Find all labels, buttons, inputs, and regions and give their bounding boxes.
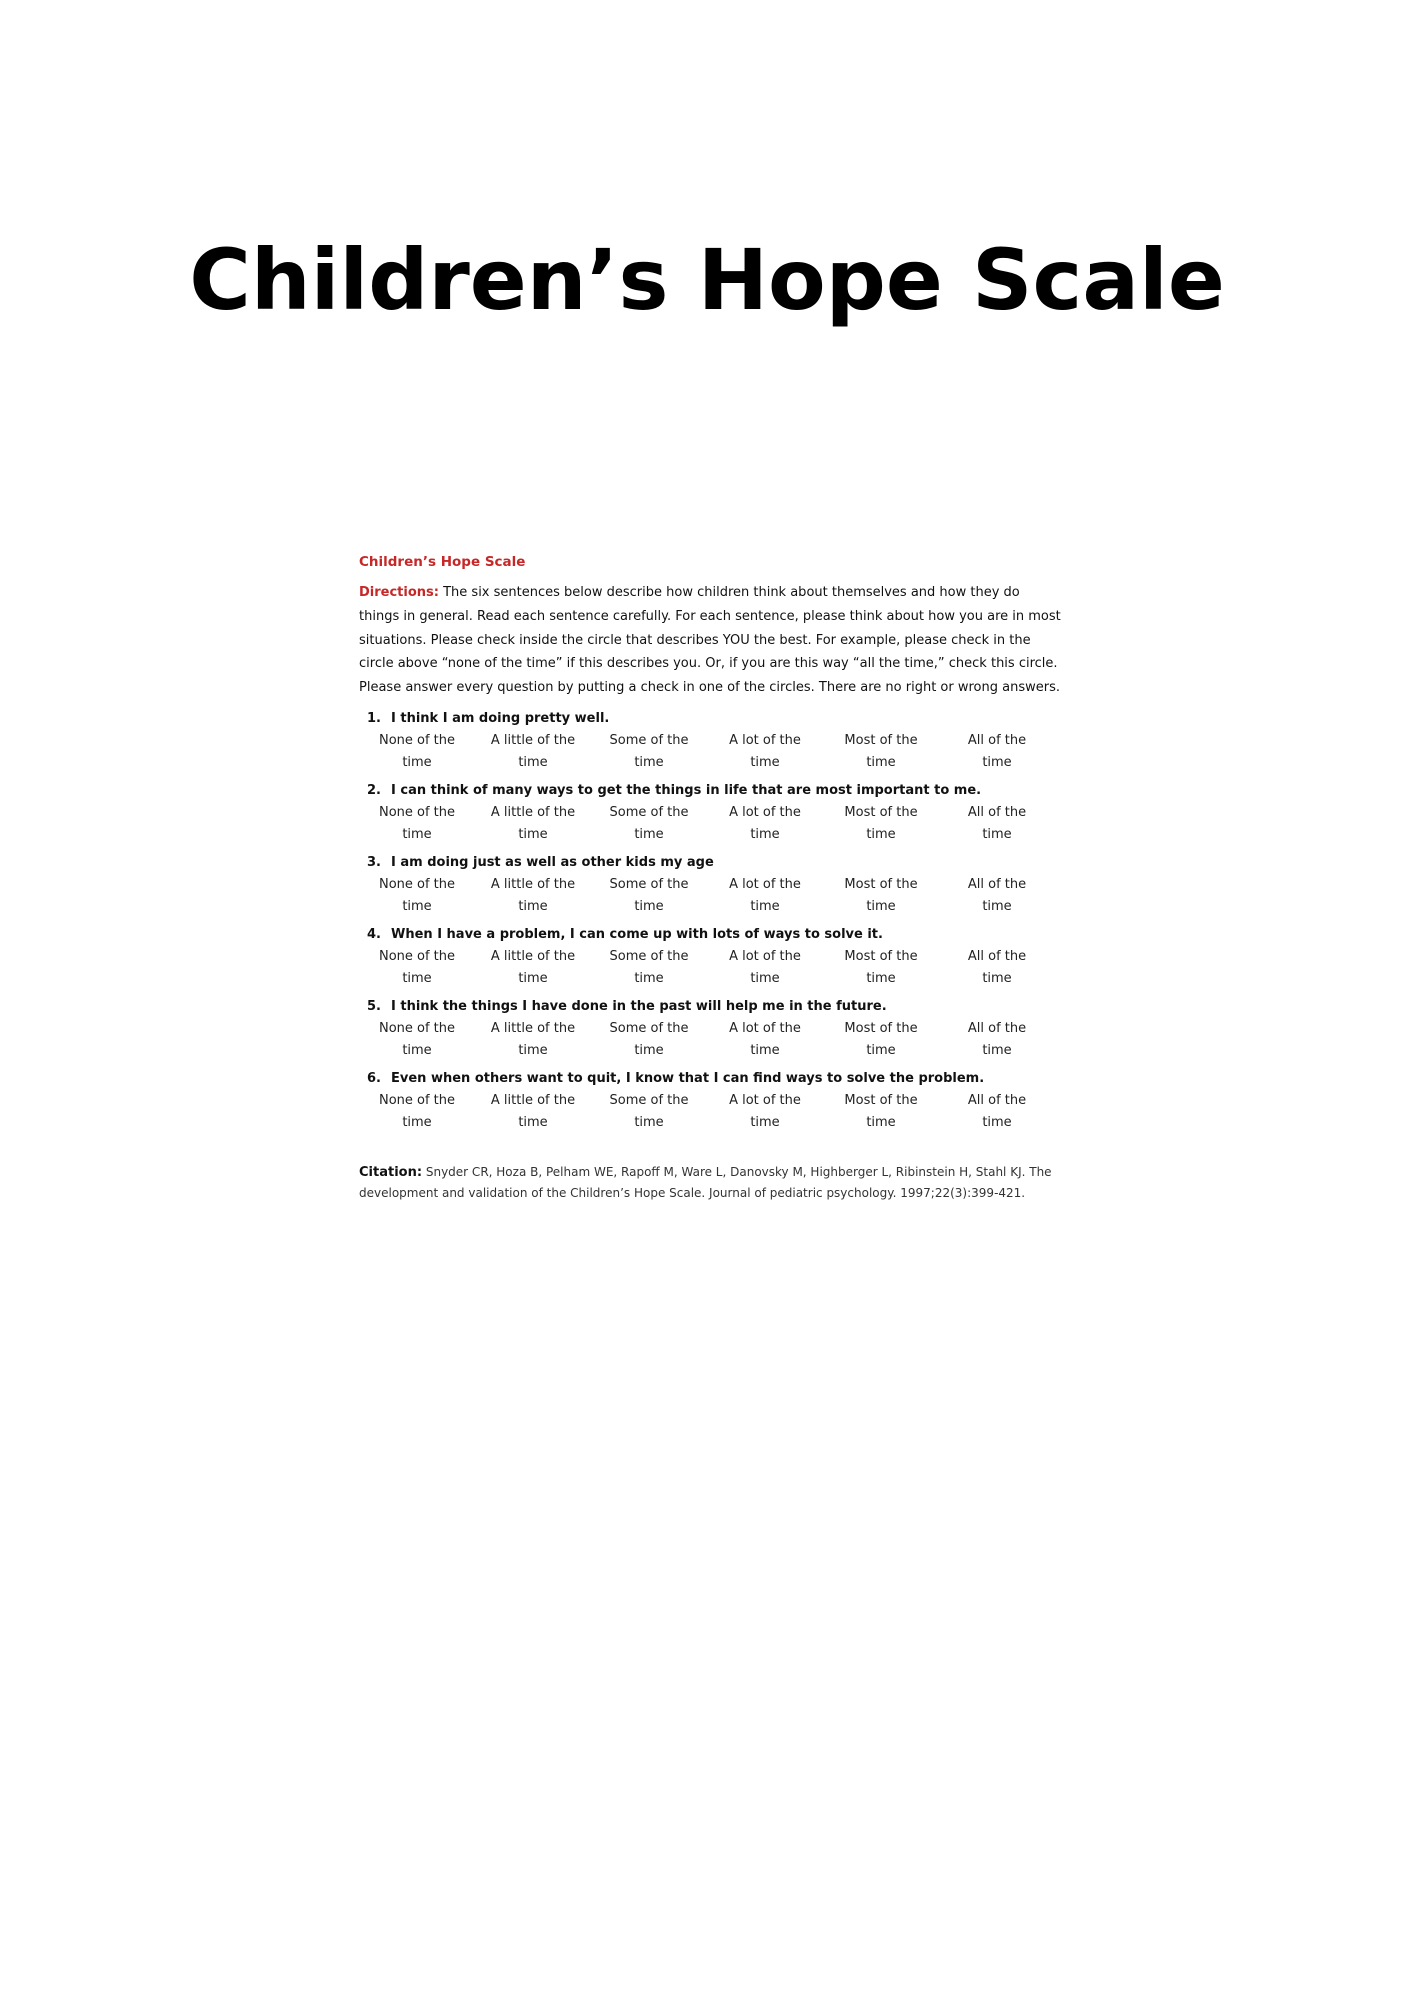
question-label: I am doing just as well as other kids my age xyxy=(391,854,714,870)
answer-option[interactable] xyxy=(707,1018,823,1062)
answer-option-line2: time xyxy=(750,898,780,914)
answer-option-line1: Most of the xyxy=(844,948,918,964)
answer-options xyxy=(359,730,1064,774)
answer-option-line2: time xyxy=(982,754,1012,770)
answer-option-line1: Most of the xyxy=(844,1020,918,1036)
answer-option[interactable] xyxy=(359,1018,475,1062)
answer-option-line1: Some of the xyxy=(609,804,689,820)
question-text xyxy=(359,996,1064,1018)
answer-option-line2: time xyxy=(866,898,896,914)
answer-option-line1: A lot of the xyxy=(729,1092,801,1108)
page-title: Children’s Hope Scale xyxy=(189,231,1225,329)
answer-option[interactable] xyxy=(591,874,707,918)
answer-option-line1: A lot of the xyxy=(729,804,801,820)
answer-option[interactable] xyxy=(707,1090,823,1134)
answer-option[interactable] xyxy=(939,1090,1055,1134)
answer-option-line2: time xyxy=(518,970,548,986)
answer-option[interactable] xyxy=(939,1018,1055,1062)
answer-option-line2: time xyxy=(402,970,432,986)
answer-option[interactable] xyxy=(591,1018,707,1062)
answer-option-line2: time xyxy=(982,1114,1012,1130)
question-label: I think I am doing pretty well. xyxy=(391,710,610,726)
answer-option-line2: time xyxy=(402,898,432,914)
answer-options xyxy=(359,874,1064,918)
answer-option-line1: Most of the xyxy=(844,732,918,748)
answer-option[interactable] xyxy=(475,874,591,918)
answer-option-line2: time xyxy=(402,1114,432,1130)
scale-document xyxy=(359,553,1064,1204)
answer-option[interactable] xyxy=(707,874,823,918)
answer-option-line1: A lot of the xyxy=(729,1020,801,1036)
answer-option[interactable] xyxy=(359,1090,475,1134)
answer-option-line1: None of the xyxy=(378,1092,456,1108)
answer-option-line2: time xyxy=(518,754,548,770)
citation-label: Citation: xyxy=(359,1164,423,1180)
question-item xyxy=(359,780,1064,846)
answer-option-line2: time xyxy=(518,1114,548,1130)
answer-options xyxy=(359,946,1064,990)
question-label: When I have a problem, I can come up with lots of ways to solve it. xyxy=(391,926,883,942)
question-number: 2. xyxy=(367,782,381,798)
answer-option[interactable] xyxy=(591,946,707,990)
answer-option-line2: time xyxy=(866,1114,896,1130)
answer-option-line1: Some of the xyxy=(609,948,689,964)
answer-option-line2: time xyxy=(634,1114,664,1130)
answer-option[interactable] xyxy=(823,1090,939,1134)
answer-option[interactable] xyxy=(359,874,475,918)
answer-option[interactable] xyxy=(475,1090,591,1134)
answer-option-line2: time xyxy=(634,970,664,986)
answer-option-line1: Some of the xyxy=(609,1092,689,1108)
question-text xyxy=(359,852,1064,874)
answer-option-line1: All of the xyxy=(967,1092,1027,1108)
citation-text: Snyder CR, Hoza B, Pelham WE, Rapoff M, Ware L, Danovsky M, Highberger L, Ribinstein H, Stahl KJ. The development and validation of the Children’s Hope Scale. Journal of pediatric psychology. 1997;22(3):399-421. xyxy=(359,1164,1052,1200)
answer-option[interactable] xyxy=(939,802,1055,846)
answer-option-line2: time xyxy=(750,1114,780,1130)
question-item xyxy=(359,1068,1064,1134)
answer-option-line1: All of the xyxy=(967,1020,1027,1036)
answer-option-line2: time xyxy=(750,1042,780,1058)
answer-options xyxy=(359,1018,1064,1062)
question-label: Even when others want to quit, I know that I can find ways to solve the problem. xyxy=(391,1070,985,1086)
citation xyxy=(359,1162,1064,1204)
question-text xyxy=(359,924,1064,946)
answer-option-line2: time xyxy=(634,826,664,842)
answer-option-line2: time xyxy=(982,1042,1012,1058)
question-number: 5. xyxy=(367,998,381,1014)
answer-option-line1: Most of the xyxy=(844,876,918,892)
answer-option[interactable] xyxy=(823,802,939,846)
answer-option[interactable] xyxy=(591,1090,707,1134)
answer-option-line2: time xyxy=(402,754,432,770)
question-text xyxy=(359,708,1064,730)
answer-option-line2: time xyxy=(982,898,1012,914)
question-number: 3. xyxy=(367,854,381,870)
answer-option[interactable] xyxy=(359,946,475,990)
question-label: I can think of many ways to get the things in life that are most important to me. xyxy=(391,782,982,798)
answer-option-line2: time xyxy=(634,898,664,914)
answer-option-line1: All of the xyxy=(967,948,1027,964)
answer-option-line2: time xyxy=(982,826,1012,842)
answer-option[interactable] xyxy=(359,802,475,846)
answer-option[interactable] xyxy=(823,946,939,990)
answer-option-line1: None of the xyxy=(378,948,456,964)
question-item xyxy=(359,996,1064,1062)
answer-option[interactable] xyxy=(939,874,1055,918)
answer-options xyxy=(359,802,1064,846)
answer-option[interactable] xyxy=(359,730,475,774)
answer-option-line1: A lot of the xyxy=(729,876,801,892)
answer-option[interactable] xyxy=(823,874,939,918)
answer-option[interactable] xyxy=(475,730,591,774)
answer-option-line1: A little of the xyxy=(490,732,576,748)
answer-option-line1: A little of the xyxy=(490,876,576,892)
answer-option[interactable] xyxy=(475,802,591,846)
answer-option[interactable] xyxy=(591,730,707,774)
question-number: 4. xyxy=(367,926,381,942)
answer-option-line2: time xyxy=(634,754,664,770)
answer-option[interactable] xyxy=(823,1018,939,1062)
answer-option-line1: A little of the xyxy=(490,948,576,964)
answer-option-line2: time xyxy=(518,826,548,842)
answer-option-line1: A little of the xyxy=(490,1020,576,1036)
answer-option[interactable] xyxy=(707,946,823,990)
question-item xyxy=(359,708,1064,774)
answer-option[interactable] xyxy=(939,946,1055,990)
answer-option-line2: time xyxy=(750,754,780,770)
answer-option-line2: time xyxy=(750,970,780,986)
answer-option-line1: Most of the xyxy=(844,1092,918,1108)
answer-option[interactable] xyxy=(475,1018,591,1062)
answer-option-line1: A little of the xyxy=(490,1092,576,1108)
answer-option-line1: Some of the xyxy=(609,732,689,748)
answer-option[interactable] xyxy=(707,730,823,774)
question-item xyxy=(359,924,1064,990)
answer-option-line2: time xyxy=(518,1042,548,1058)
answer-option-line1: None of the xyxy=(378,804,456,820)
question-text xyxy=(359,1068,1064,1090)
answer-option-line1: None of the xyxy=(378,876,456,892)
answer-option-line1: A lot of the xyxy=(729,732,801,748)
answer-option-line2: time xyxy=(866,1042,896,1058)
answer-options xyxy=(359,1090,1064,1134)
answer-option-line2: time xyxy=(402,826,432,842)
answer-option-line1: All of the xyxy=(967,804,1027,820)
answer-option-line2: time xyxy=(866,826,896,842)
answer-option-line1: None of the xyxy=(378,1020,456,1036)
answer-option-line1: Some of the xyxy=(609,1020,689,1036)
answer-option-line1: A lot of the xyxy=(729,948,801,964)
answer-option-line2: time xyxy=(866,970,896,986)
answer-option[interactable] xyxy=(475,946,591,990)
answer-option[interactable] xyxy=(591,802,707,846)
question-label: I think the things I have done in the past will help me in the future. xyxy=(391,998,887,1014)
question-text xyxy=(359,780,1064,802)
answer-option-line2: time xyxy=(750,826,780,842)
answer-option[interactable] xyxy=(939,730,1055,774)
document-title: Children’s Hope Scale xyxy=(359,554,526,570)
answer-option-line1: All of the xyxy=(967,732,1027,748)
question-number: 6. xyxy=(367,1070,381,1086)
question-list xyxy=(359,708,1064,1134)
directions-label: Directions: xyxy=(359,585,439,600)
answer-option-line1: Some of the xyxy=(609,876,689,892)
answer-option-line1: Most of the xyxy=(844,804,918,820)
answer-option-line2: time xyxy=(982,970,1012,986)
answer-option-line2: time xyxy=(634,1042,664,1058)
directions-text: The six sentences below describe how children think about themselves and how they do things in general. Read each sentence carefully. For each sentence, please think about how you are in most situations. Please check inside the circle that describes YOU the best. For example, please check in the circle above “none of the time” if this describes you. Or, if you are this way “all the time,” check this circle. Please answer every question by putting a check in one of the circles. There are no right or wrong answers. xyxy=(359,585,1061,696)
answer-option-line1: A little of the xyxy=(490,804,576,820)
question-number: 1. xyxy=(367,710,381,726)
answer-option-line1: None of the xyxy=(378,732,456,748)
answer-option-line1: All of the xyxy=(967,876,1027,892)
directions-paragraph xyxy=(359,581,1064,700)
answer-option-line2: time xyxy=(866,754,896,770)
answer-option-line2: time xyxy=(518,898,548,914)
answer-option[interactable] xyxy=(707,802,823,846)
answer-option-line2: time xyxy=(402,1042,432,1058)
question-item xyxy=(359,852,1064,918)
answer-option[interactable] xyxy=(823,730,939,774)
